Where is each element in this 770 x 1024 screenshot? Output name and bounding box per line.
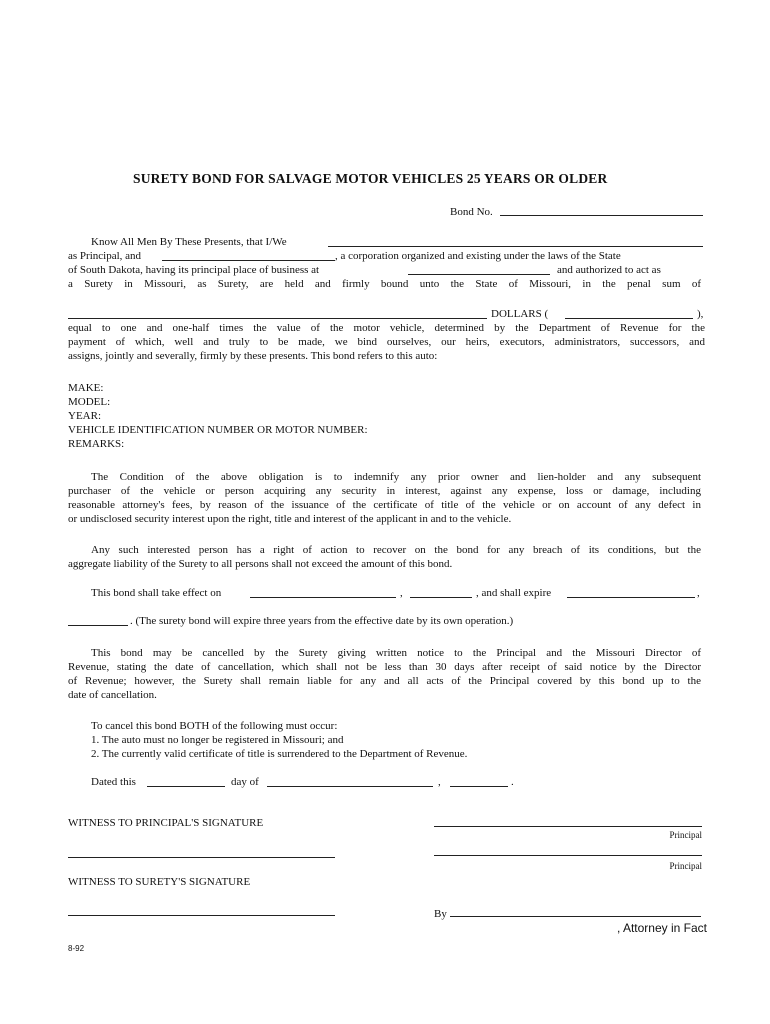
payment-line-text: payment of which, well and truly to be made, we bind ourselves, our heirs, executors, administrators, successors, and	[68, 336, 705, 348]
day-of-text: day of	[231, 776, 259, 788]
penal-sum-words-field[interactable]	[68, 318, 487, 319]
cancel-line-4: date of cancellation.	[68, 689, 157, 701]
place-of-business-field[interactable]	[408, 274, 550, 275]
principal-signature-line-2[interactable]	[434, 855, 702, 856]
by-label: By	[434, 908, 447, 920]
condition-line-4: or undisclosed security interest upon the right, title and interest of the applicant in and to the vehicle.	[68, 513, 512, 525]
condition-line-2: purchaser of the vehicle or person acquiring any security in interest, against any expense, loss or damage, including	[68, 485, 701, 497]
dated-period: .	[511, 776, 514, 788]
to-cancel-item-1: 1. The auto must no longer be registered in Missouri; and	[91, 734, 344, 746]
bond-no-field[interactable]	[500, 215, 703, 216]
attorney-in-fact-label: , Attorney in Fact	[616, 921, 707, 935]
principal-signature-line-1[interactable]	[434, 826, 702, 827]
condition-line-1: The Condition of the above obligation is to indemnify any prior owner and lien-holder and any subsequent	[91, 471, 701, 483]
cancel-line-1: This bond may be cancelled by the Surety giving written notice to the Principal and the Missouri Director of	[91, 647, 701, 659]
document-title: SURETY BOND FOR SALVAGE MOTOR VEHICLES 25 YEARS OR OLDER	[133, 171, 608, 186]
dated-day-field[interactable]	[147, 786, 225, 787]
dollars-end-text: ),	[697, 308, 704, 320]
bond-no-label: Bond No.	[450, 206, 493, 218]
witness-surety-label: WITNESS TO SURETY'S SIGNATURE	[68, 876, 251, 888]
dollars-text: DOLLARS (	[491, 308, 549, 320]
action-line-1: Any such interested person has a right of action to recover on the bond for any breach of its conditions, but the	[91, 544, 701, 556]
form-number: 8-92	[68, 944, 85, 953]
expiration-year-field[interactable]	[68, 625, 128, 626]
principal-label-2: Principal	[669, 861, 702, 871]
dated-month-field[interactable]	[267, 786, 433, 787]
authorized-text: and authorized to act as	[557, 264, 661, 276]
remarks-label: REMARKS:	[68, 438, 125, 450]
penal-sum-amount-field[interactable]	[565, 318, 693, 319]
know-all-text: Know All Men By These Presents, that I/We	[91, 236, 287, 248]
surety-line-text: a Surety in Missouri, as Surety, are held and firmly bound unto the State of Missouri, in the penal sum of	[68, 278, 701, 290]
take-effect-text: This bond shall take effect on	[91, 587, 222, 599]
effective-year-field[interactable]	[410, 597, 472, 598]
expiration-date-field[interactable]	[567, 597, 695, 598]
to-cancel-item-2: 2. The currently valid certificate of title is surrendered to the Department of Revenue.	[91, 748, 468, 760]
dated-year-field[interactable]	[450, 786, 508, 787]
dated-comma: ,	[438, 776, 441, 788]
south-dakota-text: of South Dakota, having its principal place of business at	[68, 264, 320, 276]
expire-note-text: . (The surety bond will expire three years from the effective date by its own operation.)	[130, 615, 514, 627]
surety-name-field[interactable]	[162, 260, 335, 261]
action-line-2: aggregate liability of the Surety to all persons shall not exceed the amount of this bond.	[68, 558, 453, 570]
witness-principal-signature-line[interactable]	[68, 857, 335, 858]
make-label: MAKE:	[68, 382, 104, 394]
year-label: YEAR:	[68, 410, 101, 422]
cancel-line-3: of Revenue; however, the Surety shall remain liable for any and all acts of the Principal covered by this bond up to the	[68, 675, 701, 687]
assigns-line-text: assigns, jointly and severally, firmly by these presents. This bond refers to this auto:	[68, 350, 438, 362]
condition-line-3: reasonable attorney's fees, by reason of the issuance of the certificate of title of the vehicle or on account of any defect in	[68, 499, 701, 511]
as-principal-text: as Principal, and	[68, 250, 142, 262]
principal-name-field[interactable]	[328, 246, 703, 247]
attorney-in-fact-signature-line[interactable]	[450, 916, 701, 917]
to-cancel-heading: To cancel this bond BOTH of the following must occur:	[91, 720, 338, 732]
model-label: MODEL:	[68, 396, 111, 408]
witness-principal-label: WITNESS TO PRINCIPAL'S SIGNATURE	[68, 817, 264, 829]
witness-surety-signature-line[interactable]	[68, 915, 335, 916]
corporation-text: , a corporation organized and existing under the laws of the State	[335, 250, 621, 262]
cancel-line-2: Revenue, stating the date of cancellation, which shall not be less than 30 days after receipt of said notice by the Director	[68, 661, 701, 673]
effective-date-field[interactable]	[250, 597, 396, 598]
effect-comma-2: ,	[697, 587, 700, 599]
shall-expire-text: , and shall expire	[476, 587, 552, 599]
principal-label-1: Principal	[669, 830, 702, 840]
effect-comma-1: ,	[400, 587, 403, 599]
dated-this-text: Dated this	[91, 776, 136, 788]
equal-line-text: equal to one and one-half times the value of the motor vehicle, determined by the Department of Revenue for the	[68, 322, 705, 334]
vin-label: VEHICLE IDENTIFICATION NUMBER OR MOTOR NUMBER:	[68, 424, 368, 436]
